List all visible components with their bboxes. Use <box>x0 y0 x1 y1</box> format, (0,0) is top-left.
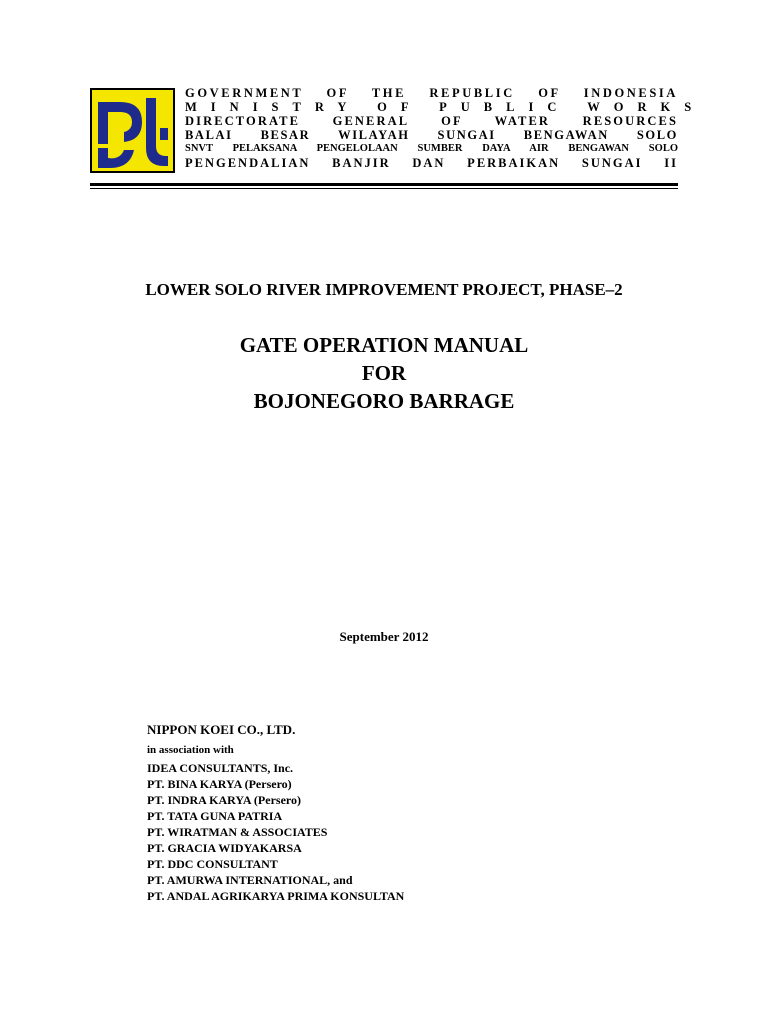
document-title <box>0 331 768 415</box>
ministry-header <box>185 86 706 170</box>
consultant-member: PT. INDRA KARYA (Persero) <box>147 793 302 807</box>
consultant-member: PT. AMURWA INTERNATIONAL, and <box>147 873 353 887</box>
consultant-member: PT. WIRATMAN & ASSOCIATES <box>147 825 328 839</box>
lead-consultant: NIPPON KOEI CO., LTD. <box>147 722 296 737</box>
header-balai: BALAI BESAR WILAYAH SUNGAI BENGAWAN SOLO <box>185 128 678 142</box>
consultants-block <box>147 721 404 904</box>
project-title: LOWER SOLO RIVER IMPROVEMENT PROJECT, PHASE–2 <box>145 280 623 299</box>
title-line-3: BOJONEGORO BARRAGE <box>253 389 515 413</box>
header-government: GOVERNMENT OF THE REPUBLIC OF INDONESIA <box>185 86 678 100</box>
consultant-member: IDEA CONSULTANTS, Inc. <box>147 761 294 775</box>
header-snvt: SNVT PELAKSANA PENGELOLAAN SUMBER DAYA AIR BENGAWAN SOLO <box>185 143 678 154</box>
header-pengendalian: PENGENDALIAN BANJIR DAN PERBAIKAN SUNGAI II <box>185 156 678 170</box>
consultant-member: PT. TATA GUNA PATRIA <box>147 809 283 823</box>
header-rule-thin <box>90 188 678 189</box>
title-line-1: GATE OPERATION MANUAL <box>239 333 529 357</box>
consultant-member: PT. DDC CONSULTANT <box>147 857 278 871</box>
header-directorate: DIRECTORATE GENERAL OF WATER RESOURCES <box>185 114 678 128</box>
header-rule-thick <box>90 183 678 186</box>
association-label: in association with <box>147 744 234 756</box>
consultant-member: PT. ANDAL AGRIKARYA PRIMA KONSULTAN <box>147 889 405 903</box>
consultant-member: PT. GRACIA WIDYAKARSA <box>147 841 302 855</box>
header-ministry: MINISTRY OF PUBLIC WORKS <box>185 100 706 114</box>
consultant-member: PT. BINA KARYA (Persero) <box>147 777 292 791</box>
ministry-logo-icon <box>90 88 175 173</box>
title-line-2: FOR <box>361 361 407 385</box>
publication-date: September 2012 <box>339 629 429 644</box>
